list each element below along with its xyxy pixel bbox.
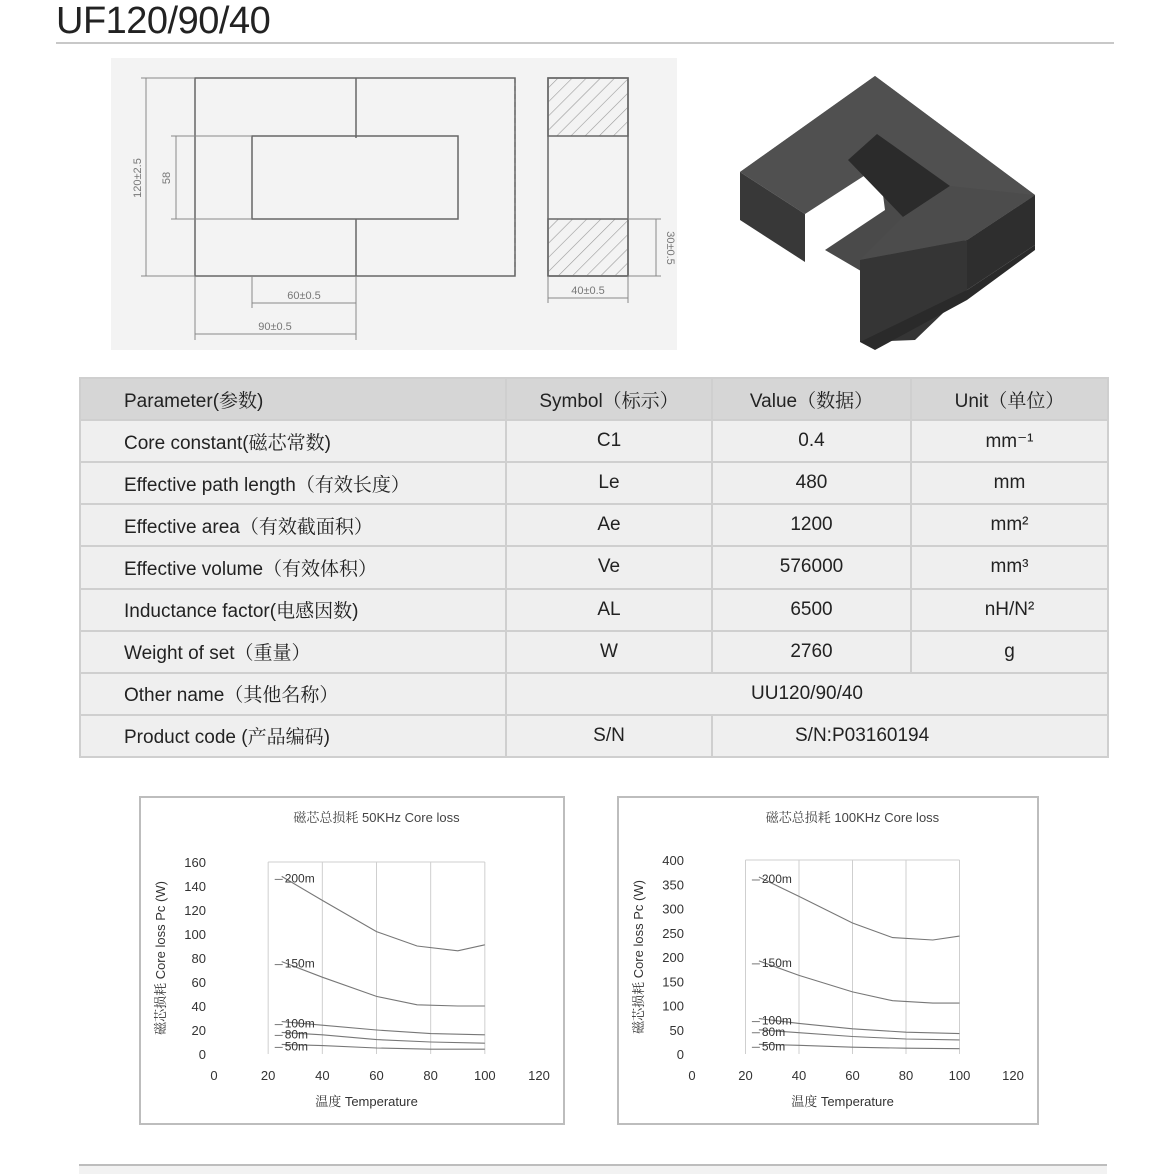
y-tick-label: 250: [662, 925, 684, 941]
table-header-row: [80, 378, 1108, 420]
x-tick-label: 40: [791, 1068, 807, 1083]
row-value: 576000: [712, 546, 911, 588]
y-tick-label: 140: [184, 879, 206, 894]
x-tick-label: 100: [948, 1068, 971, 1083]
row-value: 6500: [712, 589, 911, 631]
dim-height-label: 120±2.5: [132, 158, 144, 198]
header-symbol: Symbol（标示）: [506, 378, 712, 420]
chart-title: 磁芯总损耗 50KHz Core loss: [293, 810, 460, 825]
y-tick-label: 80: [191, 951, 206, 966]
table-row: [80, 546, 1108, 588]
x-tick-label: 120: [528, 1068, 550, 1083]
row-unit: mm⁻¹: [911, 420, 1108, 462]
table-row: [80, 631, 1108, 673]
row-unit: mm³: [911, 546, 1108, 588]
front-view-outline: [195, 78, 515, 276]
x-tick-label: 80: [898, 1068, 914, 1083]
y-tick-label: 200: [662, 950, 684, 965]
chart-svg-100khz: [619, 798, 1037, 1123]
row-unit: g: [911, 631, 1108, 673]
x-tick-label: 20: [260, 1068, 276, 1083]
series-label: 200m: [761, 871, 792, 886]
x-axis-label: 温度 Temperature: [315, 1094, 418, 1109]
row-parameter: Effective path length（有效长度）: [80, 462, 506, 504]
row-unit: nH/N²: [911, 589, 1108, 631]
front-view-window: [252, 136, 458, 219]
bottom-divider: [79, 1164, 1107, 1174]
row-symbol: Le: [506, 462, 712, 504]
core-loss-chart-100khz: [617, 796, 1039, 1125]
series-label: 150m: [284, 956, 315, 971]
dim-window-height-label: 58: [161, 171, 173, 185]
series-line-50m: [759, 1044, 960, 1048]
series-label: 50m: [761, 1039, 786, 1054]
row-value: 0.4: [712, 420, 911, 462]
row-parameter: Product code (产品编码): [80, 715, 506, 757]
series-label: 100m: [284, 1016, 315, 1031]
core-loss-chart-50khz: [139, 796, 565, 1125]
y-tick-label: 0: [198, 1047, 206, 1062]
y-tick-label: 40: [191, 999, 206, 1014]
row-value: 480: [712, 462, 911, 504]
row-parameter: Other name（其他名称）: [80, 673, 506, 715]
x-tick-label: 60: [369, 1068, 384, 1083]
series-label: 150m: [761, 955, 792, 970]
y-tick-label: 160: [184, 855, 206, 870]
row-parameter: Inductance factor(电感因数): [80, 589, 506, 631]
x-tick-label: 0: [210, 1068, 218, 1083]
table-row: [80, 420, 1108, 462]
series-line-50m: [282, 1044, 485, 1049]
series-line-200m: [759, 877, 960, 940]
dim-window-width-label: 60±0.5: [287, 290, 321, 302]
technical-drawing: [111, 58, 677, 350]
series-label: 80m: [284, 1027, 309, 1042]
series-line-80m: [759, 1030, 960, 1040]
dim-depth-label: 40±0.5: [571, 285, 605, 297]
x-tick-label: 20: [738, 1068, 753, 1083]
dim-leg-label: 30±0.5: [664, 231, 676, 265]
y-tick-label: 350: [662, 877, 684, 893]
x-tick-label: 120: [1002, 1068, 1024, 1083]
y-tick-label: 20: [191, 1023, 206, 1038]
header-parameter: Parameter(参数): [80, 378, 506, 420]
row-value: S/N:P03160194: [712, 715, 1108, 757]
technical-drawing-svg: [111, 58, 677, 350]
y-tick-label: 60: [191, 975, 206, 990]
row-symbol: Ae: [506, 504, 712, 546]
row-value: UU120/90/40: [506, 673, 1108, 715]
series-line-200m: [282, 876, 485, 950]
row-value: 1200: [712, 504, 911, 546]
table-row-product-code: [80, 715, 1108, 757]
row-symbol: S/N: [506, 715, 712, 757]
y-tick-label: 120: [184, 903, 206, 918]
parameter-table: [79, 377, 1109, 758]
series-label: 50m: [284, 1039, 309, 1054]
header-unit: Unit（单位）: [911, 378, 1108, 420]
page-title: UF120/90/40: [56, 0, 271, 42]
x-tick-label: 40: [315, 1068, 330, 1083]
core-photo: [705, 50, 1070, 362]
series-label: 100m: [761, 1013, 792, 1028]
row-parameter: Weight of set（重量）: [80, 631, 506, 673]
dim-total-width-label: 90±0.5: [258, 321, 292, 333]
y-axis-label: 磁芯损耗 Core loss Pc (W): [153, 881, 168, 1035]
chart-svg-50khz: [141, 798, 563, 1123]
side-view-hatch-top: [548, 78, 628, 136]
header-value: Value（数据）: [712, 378, 911, 420]
row-symbol: C1: [506, 420, 712, 462]
x-tick-label: 80: [423, 1068, 438, 1083]
series-label: 80m: [761, 1024, 786, 1039]
y-axis-label: 磁芯损耗 Core loss Pc (W): [631, 880, 646, 1034]
row-symbol: Ve: [506, 546, 712, 588]
table-row: [80, 504, 1108, 546]
row-parameter: Core constant(磁芯常数): [80, 420, 506, 462]
y-tick-label: 0: [676, 1047, 684, 1062]
table-row: [80, 589, 1108, 631]
row-symbol: AL: [506, 589, 712, 631]
y-tick-label: 300: [662, 901, 684, 917]
chart-title: 磁芯总损耗 100KHz Core loss: [765, 810, 940, 825]
y-tick-label: 100: [184, 927, 206, 942]
row-unit: mm²: [911, 504, 1108, 546]
u-core-illustration: [705, 50, 1070, 362]
row-value: 2760: [712, 631, 911, 673]
side-view-hatch-bottom: [548, 219, 628, 276]
x-tick-label: 60: [845, 1068, 860, 1083]
y-tick-label: 150: [662, 974, 684, 990]
series-label: 200m: [284, 871, 315, 886]
row-symbol: W: [506, 631, 712, 673]
row-parameter: Effective area（有效截面积）: [80, 504, 506, 546]
y-tick-label: 400: [662, 853, 684, 868]
row-unit: mm: [911, 462, 1108, 504]
y-tick-label: 50: [669, 1022, 684, 1038]
title-divider: [56, 42, 1114, 44]
table-row: [80, 462, 1108, 504]
x-tick-label: 0: [688, 1068, 696, 1083]
x-axis-label: 温度 Temperature: [791, 1094, 894, 1109]
y-tick-label: 100: [662, 998, 684, 1014]
row-parameter: Effective volume（有效体积）: [80, 546, 506, 588]
table-row-other-name: [80, 673, 1108, 715]
x-tick-label: 100: [473, 1068, 496, 1083]
